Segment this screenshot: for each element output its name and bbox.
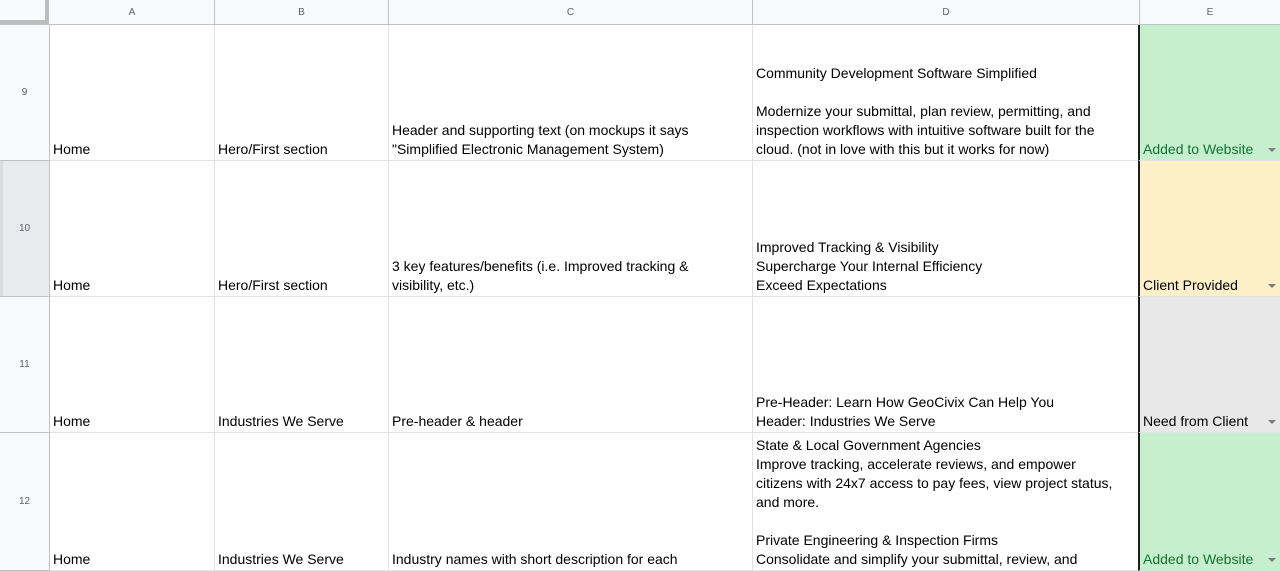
row-header[interactable]: [0, 25, 50, 161]
cell-d[interactable]: [753, 161, 1140, 297]
cell-text-line: Exceed Expectations: [756, 277, 887, 293]
cell-d[interactable]: [753, 25, 1140, 161]
cell-text: Industries We Serve: [218, 413, 344, 429]
cell-d[interactable]: [753, 297, 1140, 433]
cell-c[interactable]: [389, 297, 753, 433]
cell-text: Hero/First section: [218, 141, 328, 157]
column-header-d[interactable]: D: [753, 0, 1140, 24]
row-number: 12: [18, 496, 31, 507]
status-dropdown-cell[interactable]: [1138, 297, 1280, 433]
cell-b[interactable]: [215, 433, 389, 571]
status-label: Added to Website: [1143, 141, 1254, 157]
cell-b[interactable]: [215, 297, 389, 433]
column-header-a[interactable]: A: [50, 0, 215, 24]
cell-text-line: Header: Industries We Serve: [756, 413, 936, 429]
status-dropdown-cell[interactable]: [1138, 433, 1280, 571]
cell-a[interactable]: [50, 297, 215, 433]
cell-c[interactable]: [389, 25, 753, 161]
cell-text-line: Modernize your submittal, plan review, permitting, and: [756, 103, 1091, 119]
cell-blank-line: [756, 83, 1136, 102]
row-selection-indicator: [0, 161, 3, 296]
cell-text-line: and more.: [756, 494, 820, 510]
cell-text-line: Private Engineering & Inspection Firms: [756, 532, 998, 548]
cell-text-line: "Simplified Electronic Management System): [392, 141, 664, 157]
cell-text-line: visibility, etc.): [392, 277, 475, 293]
status-dropdown-cell[interactable]: [1138, 161, 1280, 297]
cell-text-line: Community Development Software Simplified: [756, 65, 1037, 81]
select-all-corner[interactable]: [0, 0, 49, 24]
cell-text-line: Pre-header & header: [392, 413, 523, 429]
cell-text: Home: [53, 551, 91, 567]
cell-a[interactable]: [50, 161, 215, 297]
cell-text-line: Improve tracking, accelerate reviews, and empower: [756, 456, 1076, 472]
dropdown-arrow-icon[interactable]: [1268, 284, 1276, 288]
status-label: Added to Website: [1143, 551, 1254, 567]
column-header-c[interactable]: C: [389, 0, 753, 24]
status-label: Need from Client: [1143, 413, 1249, 429]
row-header[interactable]: [0, 433, 50, 571]
cell-text-line: Header and supporting text (on mockups it says: [392, 122, 689, 138]
column-header-row: [0, 0, 1280, 25]
cell-text-line: inspection workflows with intuitive software built for the: [756, 122, 1095, 138]
cell-d[interactable]: [753, 433, 1140, 571]
row-number: 10: [18, 223, 31, 234]
cell-b[interactable]: [215, 161, 389, 297]
cell-text: Home: [53, 413, 91, 429]
cell-c[interactable]: [389, 161, 753, 297]
cell-text-line: cloud. (not in love with this but it works for now): [756, 141, 1050, 157]
cell-text-line: Industry names with short description for each: [392, 551, 678, 567]
cell-b[interactable]: [215, 25, 389, 161]
cell-blank-line: [756, 512, 1136, 531]
cell-text: Home: [53, 141, 91, 157]
cell-text-line: 3 key features/benefits (i.e. Improved tracking &: [392, 258, 689, 274]
cell-text: Industries We Serve: [218, 551, 344, 567]
cell-a[interactable]: [50, 25, 215, 161]
cell-text: Hero/First section: [218, 277, 328, 293]
cell-text-line: Improved Tracking & Visibility: [756, 239, 939, 255]
cell-text-line: Supercharge Your Internal Efficiency: [756, 258, 983, 274]
dropdown-arrow-icon[interactable]: [1268, 148, 1276, 152]
status-dropdown-cell[interactable]: [1138, 25, 1280, 161]
cell-text-line: citizens with 24x7 access to pay fees, view project status,: [756, 475, 1113, 491]
cell-text: Home: [53, 277, 91, 293]
column-header-e[interactable]: E: [1206, 7, 1214, 18]
column-header-b[interactable]: B: [215, 0, 389, 24]
row-number: 11: [19, 359, 30, 370]
cell-text-line: Pre-Header: Learn How GeoCivix Can Help You: [756, 394, 1055, 410]
cell-text-line: State & Local Government Agencies: [756, 437, 981, 453]
row-header[interactable]: [0, 161, 50, 297]
cell-text-line: Consolidate and simplify your submittal, review, and: [756, 551, 1078, 567]
cell-c[interactable]: [389, 433, 753, 571]
cell-a[interactable]: [50, 433, 215, 571]
row-header[interactable]: [0, 297, 50, 433]
status-label: Client Provided: [1143, 277, 1238, 293]
row-number: 9: [21, 87, 28, 98]
dropdown-arrow-icon[interactable]: [1268, 420, 1276, 424]
dropdown-arrow-icon[interactable]: [1268, 558, 1276, 562]
